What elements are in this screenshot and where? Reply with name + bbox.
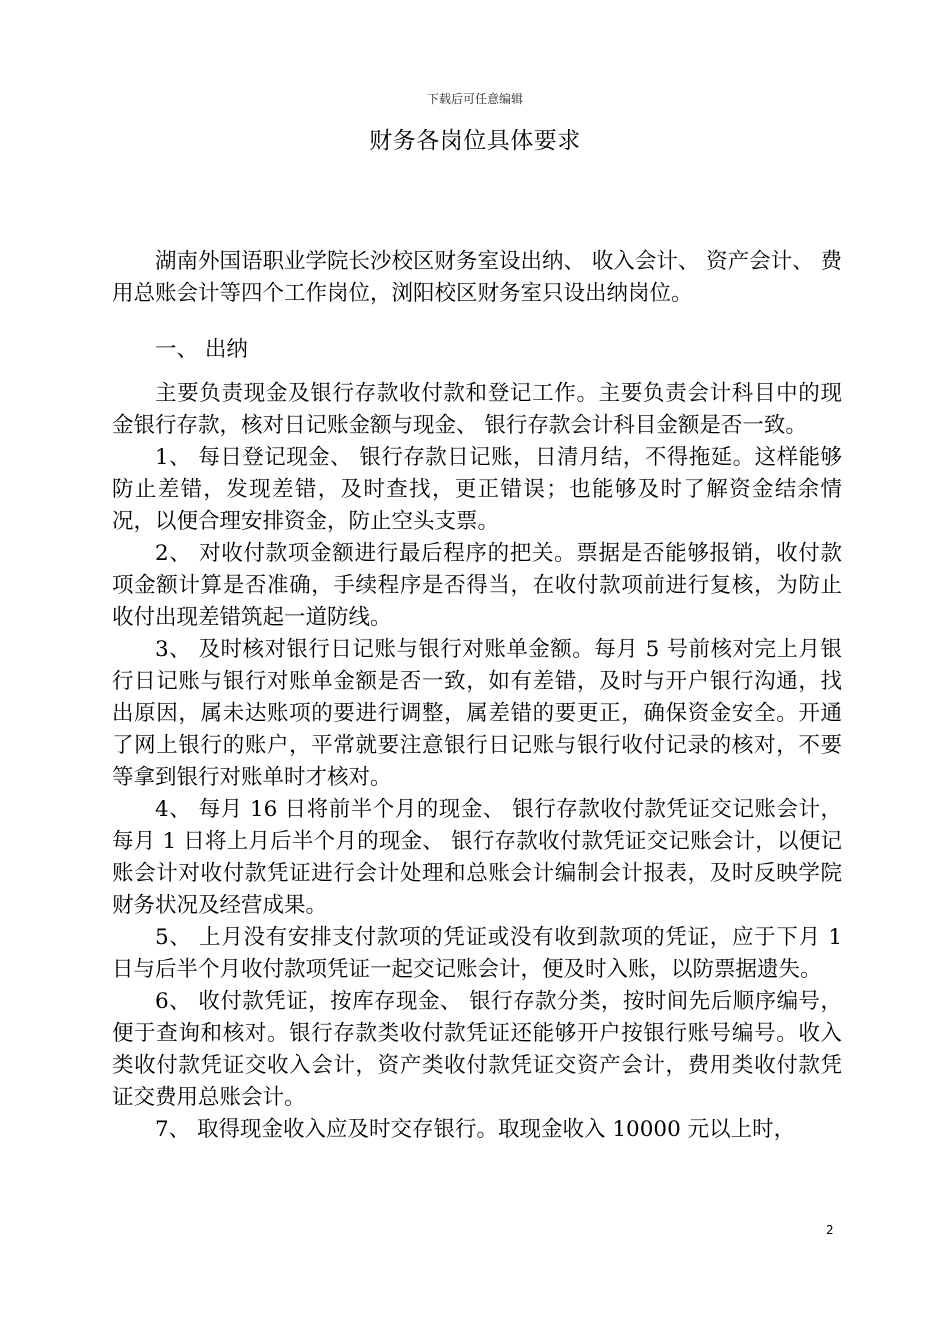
paragraph-item-3: 3、 及时核对银行日记账与银行对账单金额。每月 5 号前核对完上月银行日记账与银行对账单金额是否一致，如有差错，及时与开户银行沟通，找出原因，属未达账项的要进行调整，属差错的要更正，确保资金安全。开通了网上银行的账户，平常就要注意银行日记账与银行收付记录的核对，不要等拿到银行对账单时才核对。 (112, 637, 842, 790)
paragraph-item-5: 5、 上月没有安排支付款项的凭证或没有收到款项的凭证，应于下月 1 日与后半个月收付款项凭证一起交记账会计，便及时入账，以防票据遗失。 (112, 925, 842, 982)
paragraph-item-6: 6、 收付款凭证，按库存现金、 银行存款分类，按时间先后顺序编号，便于查询和核对。银行存款类收付款凭证还能够开户按银行账号编号。收入类收付款凭证交收入会计，资产类收付款凭证交资产会计，费用类收付款凭证交费用总账会计。 (112, 989, 842, 1110)
paragraph-summary: 主要负责现金及银行存款收付款和登记工作。主要负责会计科目中的现金银行存款，核对日记账金额与现金、 银行存款会计科目金额是否一致。 (112, 381, 842, 438)
paragraph-item-7: 7、 取得现金收入应及时交存银行。取现金收入 10000 元以上时， (155, 1117, 796, 1142)
page-title: 财务各岗位具体要求 (369, 128, 581, 154)
document-body (112, 246, 842, 1146)
page-number: 2 (826, 1223, 834, 1237)
page-header-note: 下载后可任意编辑 (426, 92, 523, 106)
paragraph-item-1: 1、 每日登记现金、 银行存款日记账，日清月结，不得拖延。这样能够防止差错，发现差错，及时查找，更正错误；也能够及时了解资金结余情况，以便合理安排资金，防止空头支票。 (112, 445, 842, 534)
paragraph-item-4: 4、 每月 16 日将前半个月的现金、 银行存款收付款凭证交记账会计，每月 1 日将上月后半个月的现金、 银行存款收付款凭证交记账会计，以便记账会计对收付款凭证进行会计处理和总账会计编制会计报表，及时反映学院财务状况及经营成果。 (112, 797, 842, 918)
paragraph-item-2: 2、 对收付款项金额进行最后程序的把关。票据是否能够报销，收付款项金额计算是否准确，手续程序是否得当，在收付款项前进行复核，为防止收付出现差错筑起一道防线。 (112, 541, 842, 630)
section-heading: 一、 出纳 (155, 337, 248, 362)
intro-paragraph: 湖南外国语职业学院长沙校区财务室设出纳、 收入会计、 资产会计、 费用总账会计等四个工作岗位，浏阳校区财务室只设出纳岗位。 (112, 249, 843, 306)
